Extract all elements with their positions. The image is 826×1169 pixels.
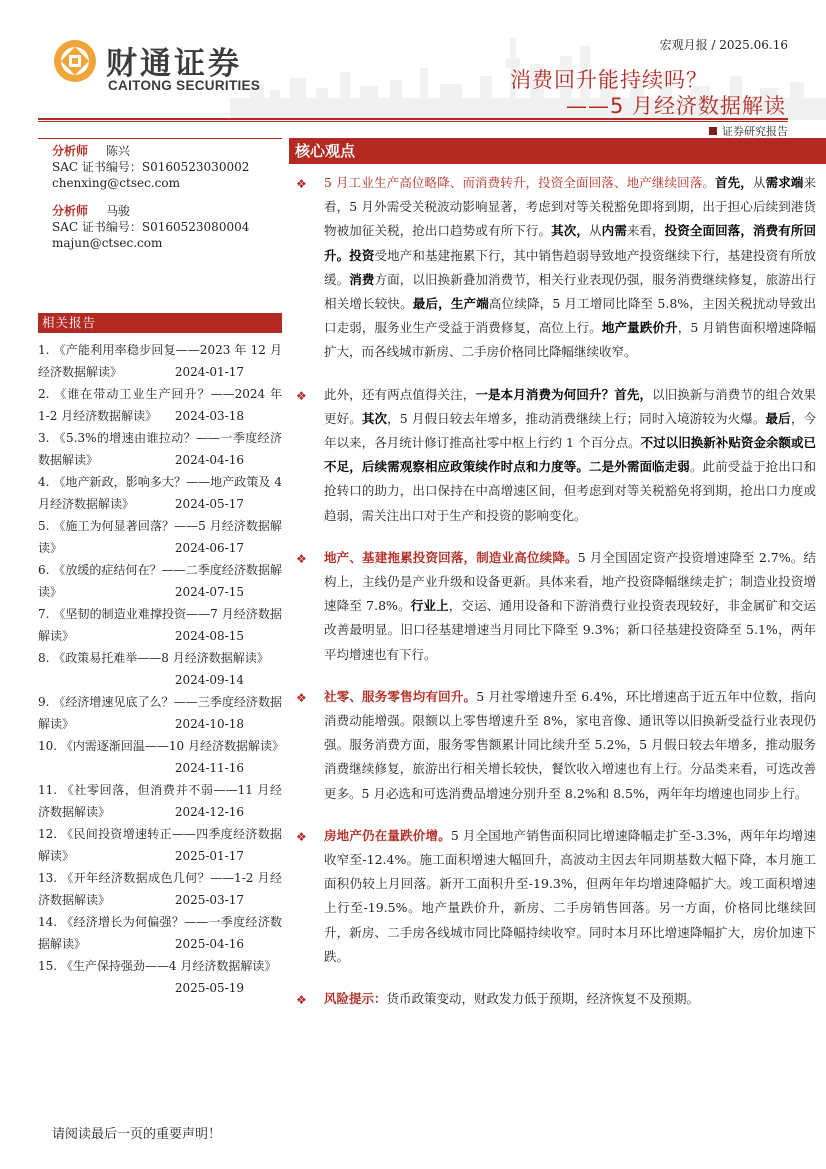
text-run: 行业上 [410, 598, 449, 614]
paragraph-lead: 社零、服务零售均有回升。 [324, 688, 477, 704]
related-report-item[interactable] [38, 603, 282, 647]
paragraph-lead: 房地产仍在量跌价增。 [324, 827, 451, 843]
text-run: 5 月全国固定资产投资增速降至 2.7%。结构上，主线仍是产业升级和设备更新。具体来看，地产投资降幅继续走扩；制造业投资增速降至 7.8%。 [324, 549, 816, 614]
text-run: 内需 [601, 223, 627, 239]
core-paragraph-risk [289, 987, 826, 1011]
logo-chinese-name: 财通证券 [106, 46, 242, 82]
text-run: ，5 月假日较去年增多，推动消费继续上行；同时入境游较为火爆。 [387, 410, 766, 426]
analyst-card [38, 199, 282, 251]
diamond-bullet-icon: ❖ [296, 551, 307, 566]
related-report-date: 2025-01-17 [174, 849, 244, 863]
related-reports-list [38, 339, 282, 999]
sidebar [38, 138, 282, 999]
related-report-title: 5. 《施工为何显著回落？——5 月经济数据解读》 [38, 519, 282, 555]
text-run: 消费 [349, 271, 375, 287]
text-run: 投资 [349, 247, 375, 263]
text-run: ，5 月销售面积增速降幅扩大，而各线城市新房、二手房价格同比降幅继续收窄。 [324, 320, 816, 360]
related-report-title: 2. 《谁在带动工业生产回升？——2024 年 1-2 月经济数据解读》 [38, 387, 282, 423]
text-run: 。此前受益于抢出口和抢转口的助力，出口保持在中高增速区间，但考虑到对等关税豁免将到期，抢出口力度或趋弱，需关注出口对于生产和投资的影响变化。 [324, 459, 816, 523]
diamond-bullet-icon: ❖ [296, 690, 307, 705]
header-divider [38, 118, 788, 120]
core-paragraph-investment [289, 546, 826, 667]
text-run: 一是本月消费为何回升？首先， [475, 386, 653, 402]
text-run: 生产端 [450, 296, 489, 312]
diamond-bullet-icon: ❖ [296, 829, 307, 844]
square-bullet-icon [709, 127, 717, 135]
related-report-title: 7. 《坚韧的制造业难撑投资——7 月经济数据解读》 [38, 607, 282, 643]
analyst-sac: SAC 证书编号：S0160523030002 [52, 160, 250, 174]
related-report-item[interactable] [38, 823, 282, 867]
related-report-title: 4. 《地产新政，影响多大？——地产政策及 4 月经济数据解读》 [38, 475, 282, 511]
related-report-date: 2025-05-19 [174, 981, 244, 995]
related-report-title: 8. 《政策易托难举——8 月经济数据解读》 [38, 651, 269, 665]
related-report-date: 2024-03-18 [174, 409, 244, 423]
header-divider-thin [38, 121, 788, 122]
paragraph-lead: 地产、基建拖累投资回落，制造业高位续降。 [324, 549, 578, 565]
related-report-item[interactable] [38, 779, 282, 823]
related-report-date: 2024-11-16 [174, 761, 244, 775]
text-run: 5 月社零增速升至 6.4%，环比增速高于近五年中位数，指向消费动能增强。限额以上零售增速升至 8%，家电音像、通讯等以旧换新受益行业表现仍强。服务消费方面，服务零售额累计同比续升至 5.2%，5 月假日较去年增多，推动服务消费继续修复，旅游出行相关增长较快，餐饮收入增速也有上行。分品类来看，可选改善更多。5 月必选和可选消费品增速分别升至 8.2%和 8.5%，两年年均增速也同步上行。 [324, 688, 816, 801]
text-run: 最后 [765, 410, 791, 426]
analyst-sac: SAC 证书编号：S0160523080004 [52, 220, 250, 234]
related-report-date: 2024-08-15 [174, 629, 244, 643]
related-report-item[interactable] [38, 867, 282, 911]
related-report-item[interactable] [38, 427, 282, 471]
related-report-date: 2024-06-17 [174, 541, 244, 555]
text-run: 5 月工业生产高位略降、而消费转升，投资全面回落、地产继续回落。 [324, 175, 716, 190]
diamond-bullet-icon: ❖ [296, 993, 307, 1008]
related-reports-heading: 相关报告 [38, 313, 282, 333]
diamond-bullet-icon: ❖ [296, 388, 307, 403]
text-run: 从 [588, 223, 602, 239]
related-report-title: 3. 《5.3%的增速由谁拉动？——一季度经济数据解读》 [38, 431, 282, 467]
text-run: 投资全面回落，消费有所回升。 [324, 223, 816, 263]
text-run: 方面，以旧换新叠加消费节，相关行业表现仍强，服务消费继续修复，旅游出行相关增长较快。 [324, 271, 816, 312]
text-run: 二是外需面临走弱 [588, 459, 690, 475]
report-meta: 宏观月报 / 2025.06.16 [659, 38, 788, 52]
related-report-title: 10. 《内需逐渐回温——10 月经济数据解读》 [38, 739, 284, 753]
text-run: 最后， [412, 296, 451, 312]
text-run: 其次 [361, 410, 388, 426]
related-report-date: 2024-04-16 [174, 453, 244, 467]
related-report-date: 2024-01-17 [174, 365, 244, 379]
core-paragraph-property [289, 824, 826, 969]
analyst-name: 陈兴 [106, 144, 131, 158]
related-report-date: 2024-05-17 [174, 497, 244, 511]
text-run: 5 月全国地产销售面积同比增速降幅走扩至-3.3%，两年年均增速收窄至-12.4%。施工面积增速大幅回升，高波动主因去年同期基数大幅下降，本月施工面积仍较上月回落。新开工面积升至-19.3%，但两年年均增速降幅扩大。竣工面积增速上行至-19.5%。地产量跌价升，新房、二手房销售回落。另一方面，价格同比继续回升，新房、二手房各线城市同比降幅持续收窄。同时本月环比增速降幅扩大，房价加速下跌。 [324, 827, 816, 964]
text-run: 其次， [551, 223, 589, 239]
analyst-name: 马骏 [106, 204, 131, 218]
related-report-title: 15. 《生产保持强劲——4 月经济数据解读》 [38, 959, 277, 973]
related-report-date: 2024-10-18 [174, 717, 244, 731]
report-type-label: 证券研究报告 [722, 125, 788, 138]
text-run: 高位续降，5 月工增同比降至 5.8%，主因关税扰动导致出口走弱，服务业生产受益于消费修复，高位上行。 [324, 296, 816, 336]
report-type [709, 123, 788, 139]
analyst-card [38, 139, 282, 191]
diamond-bullet-icon: ❖ [296, 177, 307, 191]
related-report-title: 14. 《经济增长为何偏强？——一季度经济数据解读》 [38, 915, 282, 951]
core-views-section [289, 138, 826, 1011]
text-run: 首先， [715, 175, 753, 190]
text-run: 需求端 [765, 175, 804, 190]
related-report-title: 1. 《产能利用率稳步回复——2023 年 12 月经济数据解读》 [38, 343, 282, 379]
core-paragraph-attention [289, 383, 826, 528]
related-report-date: 2024-07-15 [174, 585, 244, 599]
analyst-email[interactable]: chenxing@ctsec.com [52, 176, 180, 190]
core-paragraph-retail [289, 685, 826, 806]
text-run: ，交运、通用设备和下游消费行业投资表现较好，非金属矿和交运改善最明显。旧口径基建增速当月同比下降至 9.3%；新口径基建投资降至 5.1%，两年平均增速也有下行。 [324, 598, 816, 662]
related-report-date: 2024-09-14 [174, 673, 244, 687]
analyst-email[interactable]: majun@ctsec.com [52, 236, 163, 250]
text-run: 货币政策变动，财政发力低于预期，经济恢复不及预期。 [386, 991, 700, 1007]
caitong-logo-icon [52, 38, 98, 84]
related-report-title: 13. 《开年经济数据成色几何？——1-2 月经济数据解读》 [38, 871, 282, 907]
logo-english-name: CAITONG SECURITIES [108, 78, 261, 93]
related-report-item[interactable] [38, 691, 282, 735]
related-report-date: 2025-04-16 [174, 937, 244, 951]
text-run: 从 [752, 175, 766, 190]
related-report-item[interactable] [38, 471, 282, 515]
related-report-title: 11. 《社零回落，但消费并不弱——11 月经济数据解读》 [38, 783, 282, 819]
related-report-item[interactable] [38, 911, 282, 955]
related-report-date: 2024-12-16 [174, 805, 244, 819]
text-run: 来看， [626, 223, 665, 239]
analyst-role: 分析师 [52, 204, 89, 218]
text-run: 不过以旧换新补贴资金余额或已不足，后续需观察相应政策续作时点和力度等。 [324, 435, 816, 475]
related-report-item[interactable] [38, 559, 282, 603]
core-views-heading: 核心观点 [289, 138, 826, 164]
text-run: 受地产和基建拖累下行，其中销售趋弱导致地产投资继续下行，基建投资有所放缓。 [324, 247, 816, 287]
related-report-title: 9. 《经济增速见底了么？——三季度经济数据解读》 [38, 695, 282, 731]
report-title: 消费回升能持续吗？ [510, 68, 708, 92]
text-run: 来看，5 月外需受关税波动影响显著，考虑到对等关税豁免即将到期，出于担心后续到港货物被加征关税，抢出口趋势或有所下行。 [324, 175, 816, 239]
related-report-title: 6. 《放缓的症结何在？——二季度经济数据解读》 [38, 563, 282, 599]
related-report-date: 2025-03-17 [174, 893, 244, 907]
related-report-item[interactable] [38, 735, 282, 779]
paragraph-lead: 风险提示： [324, 991, 387, 1007]
text-run: 以旧换新与消费节的组合效果更好。 [324, 386, 816, 426]
related-report-item[interactable] [38, 515, 282, 559]
related-report-item[interactable] [38, 383, 282, 427]
related-report-item[interactable] [38, 955, 282, 999]
report-subtitle: ——5 月经济数据解读 [565, 94, 786, 118]
text-run: 此外，还有两点值得关注， [324, 386, 476, 402]
related-report-item[interactable] [38, 647, 282, 691]
related-report-item[interactable] [38, 339, 282, 383]
company-logo [52, 34, 261, 94]
text-run: 地产量跌价升 [601, 320, 678, 336]
footer-notice: 请阅读最后一页的重要声明！ [52, 1127, 222, 1142]
core-paragraph-summary [289, 171, 826, 365]
analyst-role: 分析师 [52, 144, 89, 158]
text-run: ，今年以来，各月统计修订推高社零中枢上行约 1 个百分点。 [324, 410, 816, 451]
related-report-title: 12. 《民间投资增速转正——四季度经济数据解读》 [38, 827, 282, 863]
